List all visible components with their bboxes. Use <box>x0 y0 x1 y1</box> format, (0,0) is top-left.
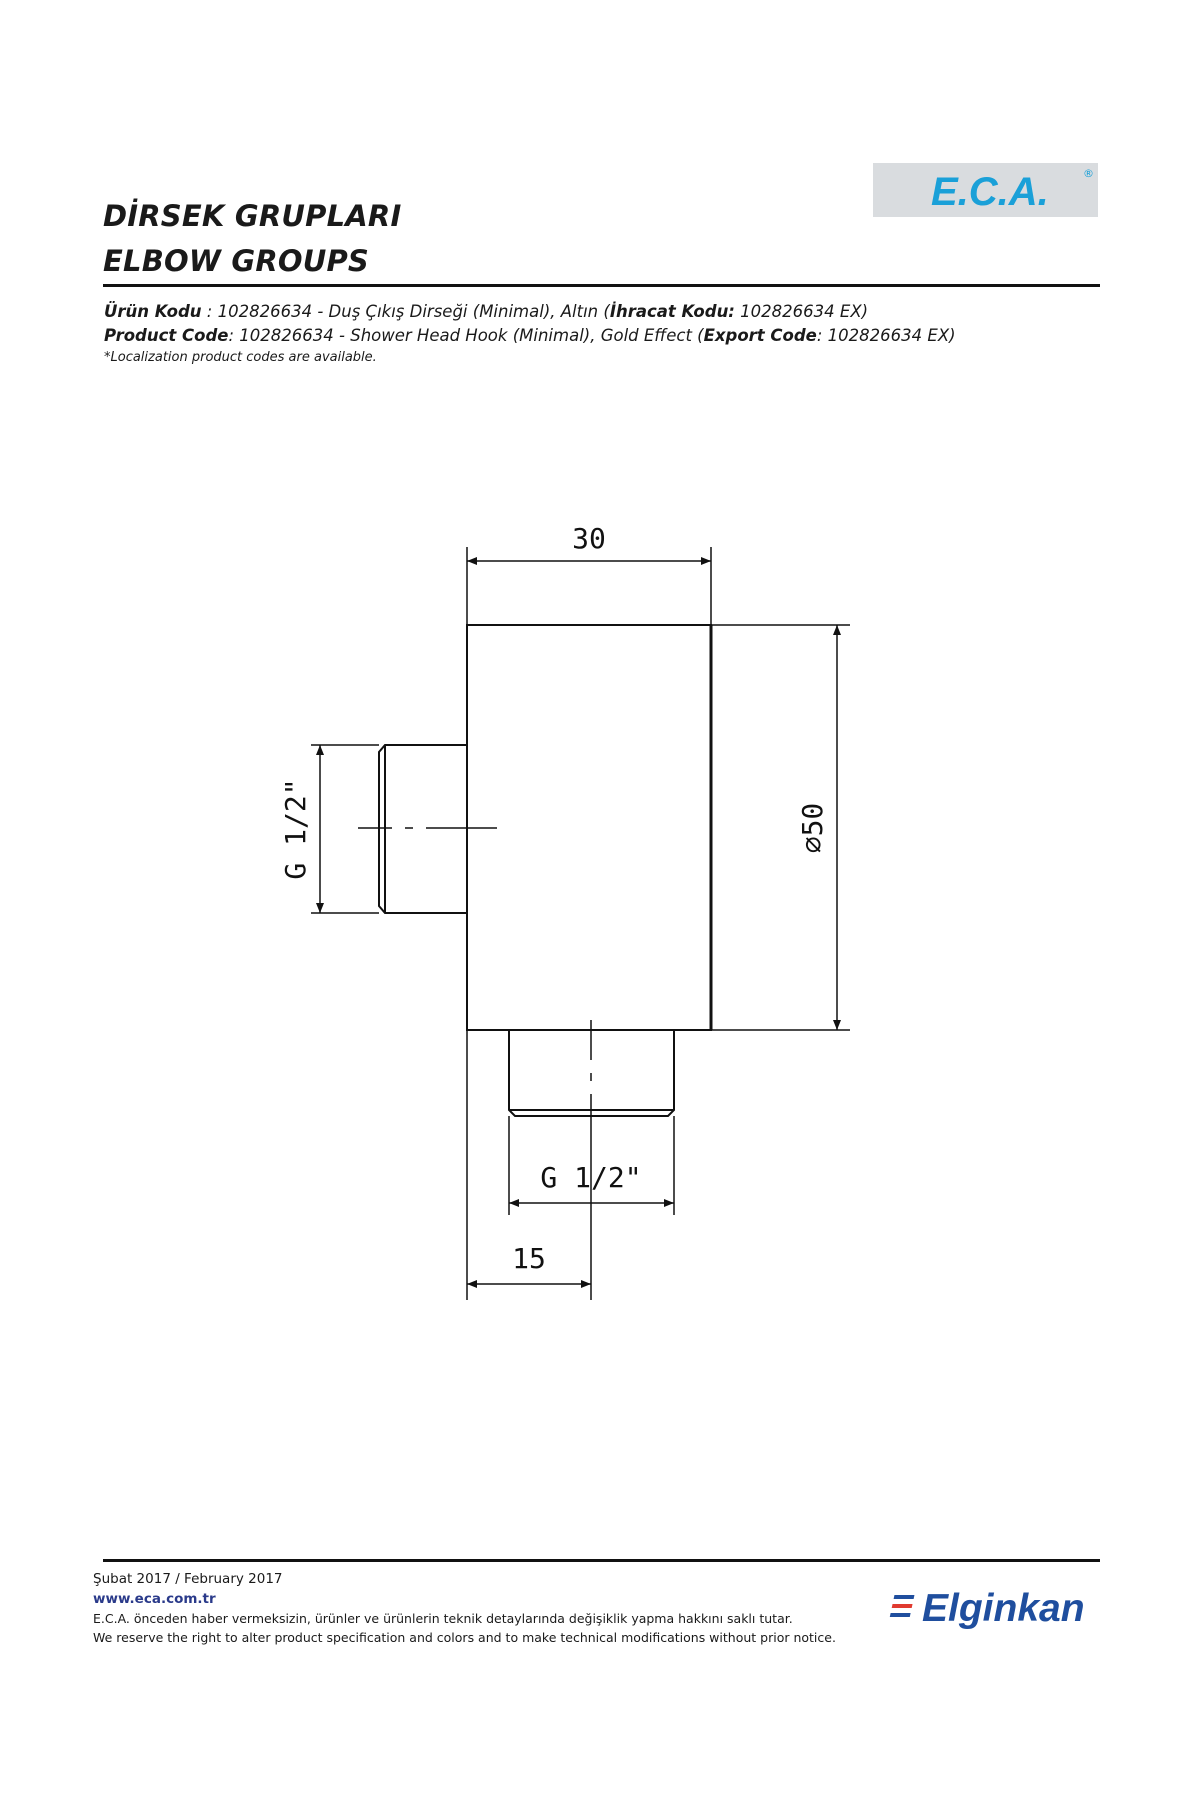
export-code-en-value: : 102826634 EX) <box>816 326 956 345</box>
dim-label-diameter: ⌀50 <box>796 802 829 854</box>
eca-logo-text: E.C.A. <box>931 170 1049 214</box>
footer-disclaimer-tr: E.C.A. önceden haber vermeksizin, ürünler ve ürünlerin teknik detaylarında değişiklik yapma hakkını saklı tutar. <box>93 1611 793 1626</box>
footer-disclaimer-en: We reserve the right to alter product specification and colors and to make technical modifications without prior notice. <box>93 1630 836 1645</box>
dim-label-side-thread: G 1/2" <box>279 778 312 880</box>
product-code-tr-label: Ürün Kodu <box>104 302 202 321</box>
export-code-tr-label: İhracat Kodu: <box>609 302 735 321</box>
elbow-body <box>467 625 711 1030</box>
elginkan-logo <box>888 1583 1103 1633</box>
localization-note: *Localization product codes are available. <box>104 350 377 365</box>
dim-label-offset: 15 <box>512 1242 546 1275</box>
product-code-en-value: 102826634 - Shower Head Hook (Minimal), Gold Effect ( <box>239 326 704 345</box>
registered-mark: ® <box>1083 167 1094 180</box>
side-thread-fitting <box>379 745 467 913</box>
dim-label-bottom-thread: G 1/2" <box>540 1161 642 1194</box>
elginkan-logo-text: Elginkan <box>922 1587 1085 1630</box>
footer-website-link[interactable]: www.eca.com.tr <box>93 1591 216 1607</box>
center-lines <box>358 828 591 1150</box>
page-title-tr: DİRSEK GRUPLARI <box>103 199 402 233</box>
product-code-tr-value: 102826634 - Duş Çıkış Dirseği (Minimal), Altın ( <box>217 302 610 321</box>
dim-label-width: 30 <box>572 522 606 555</box>
export-code-en-label: Export Code <box>703 326 817 345</box>
footer-date: Şubat 2017 / February 2017 <box>93 1571 283 1587</box>
product-code-tr-sep: : <box>201 302 218 321</box>
export-code-tr-value: 102826634 EX) <box>734 302 869 321</box>
product-code-en-sep: : <box>228 326 240 345</box>
product-code-en-label: Product Code <box>104 326 229 345</box>
elginkan-stripes-icon <box>890 1595 915 1617</box>
footer-divider <box>103 1559 1100 1562</box>
page-title-en: ELBOW GROUPS <box>103 244 370 278</box>
